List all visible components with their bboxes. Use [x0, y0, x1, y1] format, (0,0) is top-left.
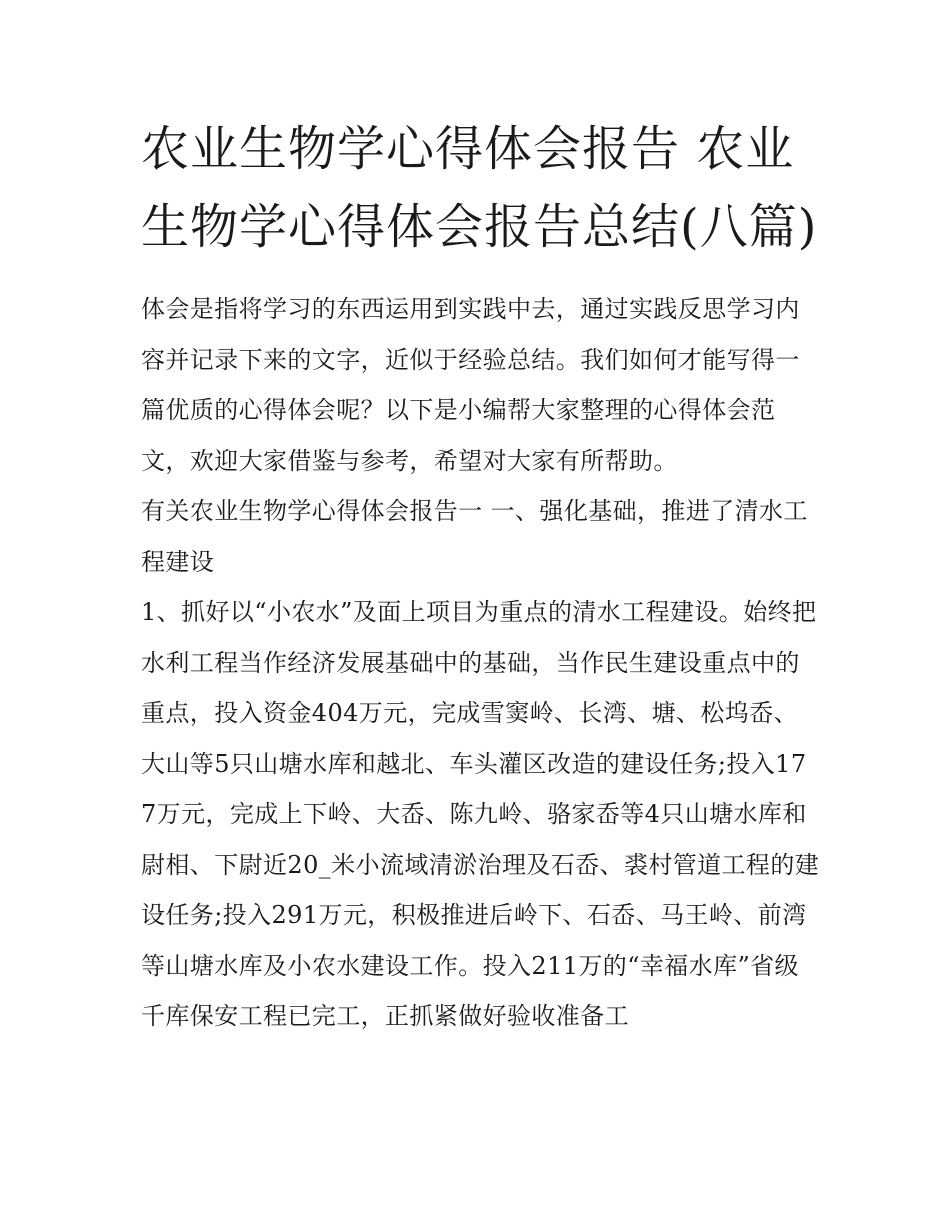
document-page [141, 110, 821, 1042]
intro-paragraph: 体会是指将学习的东西运用到实践中去，通过实践反思学习内容并记录下来的文字，近似于经验总结。我们如何才能写得一篇优质的心得体会呢？以下是小编帮大家整理的心得体会范文，欢迎大家借鉴与参考，希望对大家有所帮助。 [141, 295, 800, 475]
body-paragraph: 1、抓好以“小农水”及面上项目为重点的清水工程建设。始终把水利工程当作经济发展基础中的基础，当作民生建设重点中的重点，投入资金404万元，完成雪窦岭、长湾、塘、松坞岙、大山等5只山塘水库和越北、车头灌区改造的建设任务;投入177万元，完成上下岭、大岙、陈九岭、骆家岙等4只山塘水库和尉相、下尉近20_米小流域清淤治理及石岙、裘村管道工程的建设任务;投入291万元，积极推进后岭下、石岙、马王岭、前湾等山塘水库及小农水建设工作。投入211万的“幸福水库”省级千库保安工程已完工，正抓紧做好验收准备工 [141, 598, 820, 1030]
section-heading-paragraph: 有关农业生物学心得体会报告一 一、强化基础，推进了清水工程建设 [141, 497, 808, 576]
document-title: 农业生物学心得体会报告 农业生物学心得体会报告总结(八篇) [141, 121, 818, 255]
